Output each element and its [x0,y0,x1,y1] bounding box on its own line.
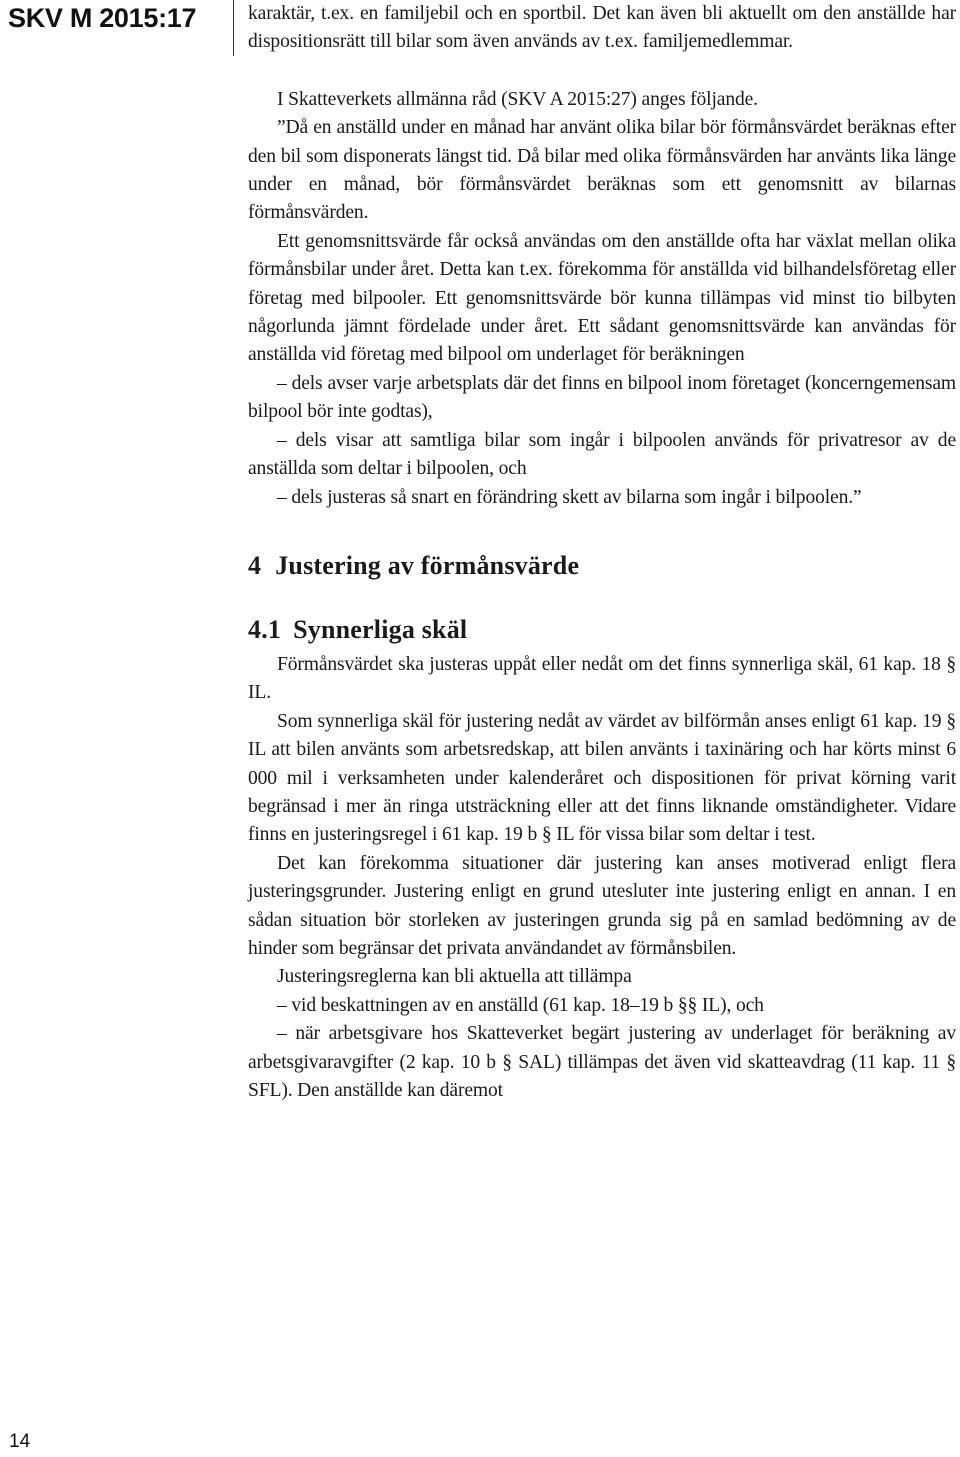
document-code: SKV M 2015:17 [8,3,197,33]
section-heading-4-1 [248,613,956,647]
paragraph-synnerliga-3: Det kan förekomma situationer där justering kan anses motiverad enligt flera justeringsgrunder. Justering enligt en grund utesluter inte justering enligt en annan. I en sådan situation bör storleken av justeringen grunda sig på en samlad bedömning av de hinder som begränsar det privata användandet av förmånsbilen. [248,852,956,959]
paragraph-synnerliga-4: Justeringsreglerna kan bli aktuella att tillämpa [277,966,632,988]
carryover-paragraph: karaktär, t.ex. en familjebil och en sportbil. Det kan även bli aktuellt om den anställde har dispositionsrätt till bilar som även används av t.ex. familjemedlemmar. [248,3,956,53]
paragraph-synnerliga-1: Förmånsvärdet ska justeras uppåt eller nedåt om det finns synnerliga skäl, 61 kap. 18 § IL. [248,653,956,704]
main-text [248,0,956,1105]
subsection-title: Synnerliga skäl [293,614,468,644]
section-heading-4 [248,549,956,583]
intro-paragraph: I Skatteverkets allmänna råd (SKV A 2015:27) anges följande. [277,88,758,110]
section-title: Justering av förmånsvärde [275,550,580,580]
page-number: 14 [9,1431,31,1452]
header-divider [233,0,234,56]
paragraph-synnerliga-2: Som synnerliga skäl för justering nedåt av värdet av bilförmån anses enligt 61 kap. 19 § IL att bilen använts som arbetsredskap, att bilen använts i taxinäring och har körts minst 6 000 mil i verksamheten under kalenderåret och dispositionen för privat körning varit begränsad i mer än ringa utsträckning eller att det finns liknande omständigheter. Vidare finns en justeringsregel i 61 kap. 19 b § IL för vissa bilar som deltar i test. [248,710,956,846]
quote-dash-item-3: – dels justeras så snart en förändring skett av bilarna som ingår i bilpoolen.” [277,486,862,508]
quote-paragraph-2: Ett genomsnittsvärde får också användas om den anställde ofta har växlat mellan olika förmånsbilar under året. Detta kan t.ex. förekomma för anställda vid bilhandelsföretag eller företag med bilpooler. Ett genomsnittsvärde bör kunna tillämpas vid minst tio bilbyten någorlunda jämnt fördelade under året. Ett sådant genomsnittsvärde kan användas för anställda vid företag med bilpool om underlaget för beräkningen [248,230,956,366]
section-number: 4 [248,550,262,580]
subsection-number: 4.1 [248,614,282,644]
dash-item-1: – vid beskattningen av en anställd (61 kap. 18–19 b §§ IL), och [277,994,764,1016]
quote-dash-item-1: – dels avser varje arbetsplats där det finns en bilpool inom företaget (koncerngemensam bilpool bör inte godtas), [248,372,956,423]
quote-dash-item-2: – dels visar att samtliga bilar som ingår i bilpoolen används för privatresor av de anställda som deltar i bilpoolen, och [248,429,956,480]
dash-item-2: – när arbetsgivare hos Skatteverket begärt justering av underlaget för beräkning av arbetsgivaravgifter (2 kap. 10 b § SAL) tillämpas det även vid skatteavdrag (11 kap. 11 § SFL). Den anställde kan däremot [248,1023,956,1101]
quote-paragraph-1: ”Då en anställd under en månad har använt olika bilar bör förmånsvärdet beräknas efter den bil som disponerats längst tid. Då bilar med olika förmånsvärden har använts lika länge under en månad, bör förmånsvärdet beräknas som ett genomsnitt av bilarnas förmånsvärden. [248,117,956,224]
